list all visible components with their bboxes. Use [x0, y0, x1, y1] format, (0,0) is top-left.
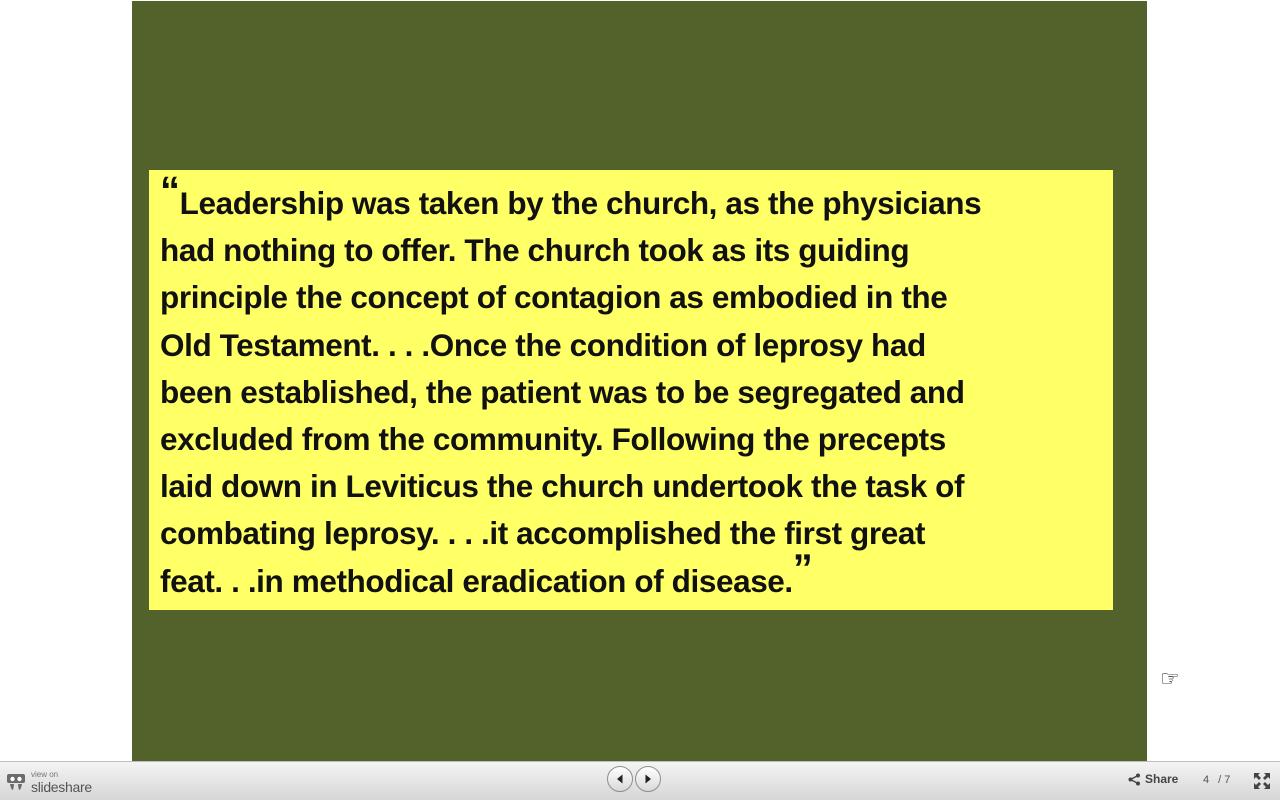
slide: [132, 1, 1147, 761]
total-pages: / 7: [1218, 774, 1231, 786]
share-button[interactable]: [1128, 772, 1178, 786]
previous-slide-button[interactable]: [607, 766, 633, 792]
view-on-slideshare-link[interactable]: [6, 769, 92, 795]
quote-box: [149, 170, 1113, 610]
quote-line: excluded from the community. Following the precepts: [160, 420, 946, 457]
quote-line: combating leprosy. . . .it accomplished the first great: [160, 515, 926, 552]
share-icon: [1128, 773, 1141, 786]
open-quote-mark: “: [160, 169, 180, 213]
next-arrow-icon: [642, 773, 654, 785]
close-quote-mark: ”: [792, 546, 813, 591]
quote-line: laid down in Leviticus the church undertook the task of: [160, 468, 965, 505]
slide-navigation: [607, 766, 661, 792]
fullscreen-button[interactable]: [1253, 772, 1271, 790]
quote-text: [160, 169, 1101, 605]
next-slide-button[interactable]: [635, 766, 661, 792]
brand-small-text: view on: [31, 769, 59, 779]
quote-line: feat. . .in methodical eradication of disease.”: [160, 546, 813, 599]
previous-arrow-icon: [614, 773, 626, 785]
page-indicator: [1203, 774, 1230, 786]
quote-line: had nothing to offer. The church took as its guiding: [160, 232, 910, 269]
hand-pointer-cursor-icon: ☞: [1160, 666, 1180, 691]
current-page-number: 4: [1203, 774, 1210, 786]
quote-line: Old Testament. . . .Once the condition of leprosy had: [160, 326, 926, 363]
quote-line: principle the concept of contagion as embodied in the: [160, 279, 948, 316]
share-label: Share: [1145, 772, 1179, 786]
brand-name: slideshare: [31, 778, 92, 795]
player-toolbar: [0, 761, 1280, 800]
quote-line: been established, the patient was to be segregated and: [160, 373, 965, 410]
slideshare-logo-icon: [6, 772, 26, 792]
fullscreen-icon: [1253, 772, 1271, 790]
quote-line: “Leadership was taken by the church, as the physicians: [160, 169, 982, 221]
